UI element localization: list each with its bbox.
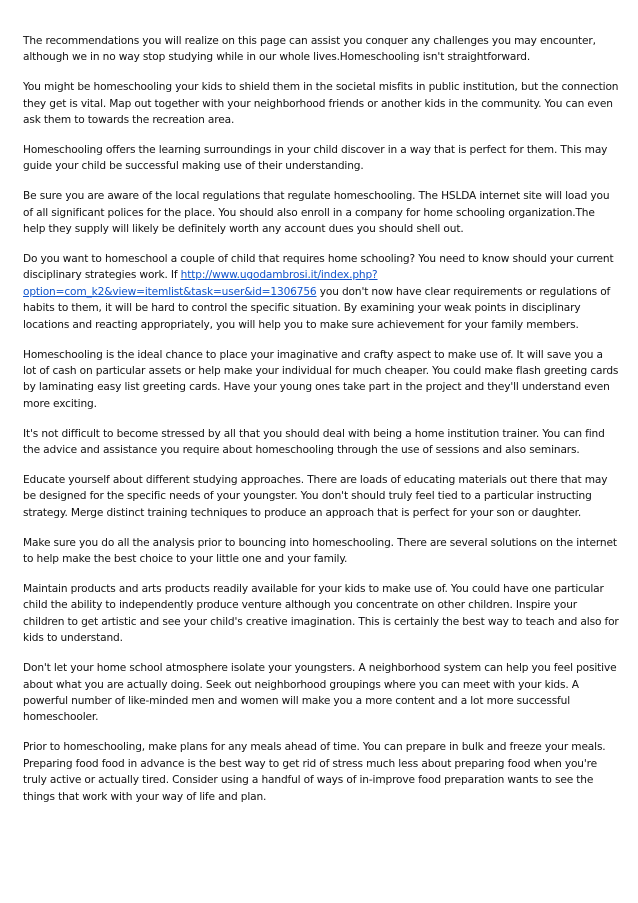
paragraph-8: Educate yourself about different studying approaches. There are loads of educating materials out there that may be designed for the specific needs of your youngster. You don't should truly feel tied to a particular instructing strategy. Merge distinct training techniques to produce an approach that is perfect for your son or daughter. <box>23 474 608 519</box>
paragraph-5-text-before: Do you want to homeschool a couple of child that requires home schooling? You need to know should your current disciplinary strategies work. If <box>23 253 614 282</box>
paragraph-4: Be sure you are aware of the local regulations that regulate homeschooling. The HSLDA internet site will load you of all significant polices for the place. You should also enroll in a company for home schooling organization.The help they supply will likely be definitely worth any account dues you should shell out. <box>23 190 610 236</box>
paragraph-7: It's not difficult to become stressed by all that you should deal with being a home institution trainer. You can find the advice and assistance you require about homeschooling through the use of sessions and also seminars. <box>23 427 605 457</box>
paragraph-2: You might be homeschooling your kids to shield them in the societal misfits in public institution, but the connection they get is vital. Map out together with your neighborhood friends or another kids in the community. You can even ask them to towards the recreation area. <box>23 81 619 127</box>
paragraph-5 <box>23 251 619 333</box>
external-link[interactable]: http://www.ugodambrosi.it/index.php?option=com_k2&view=itemlist&task=user&id=1306756 <box>23 269 378 298</box>
paragraph-3: Homeschooling offers the learning surroundings in your child discover in a way that is perfect for them. This may guide your child be successful making use of their understanding. <box>23 144 608 173</box>
paragraph-6: Homeschooling is the ideal chance to place your imaginative and crafty aspect to make use of. It will save you a lot of cash on particular assets or help make your individual for much cheaper. You could make flash greeting cards by laminating easy list greeting cards. Have your young ones take part in the project and they'll understand even more exciting. <box>23 348 619 410</box>
paragraph-5-text-after: you don't now have clear requirements or regulations of habits to them, it will be hard to control the specific situation. By examining your weak points in disciplinary locations and reacting appropriately, you will help you to make sure achievement for your family members. <box>23 285 611 331</box>
paragraph-1: The recommendations you will realize on this page can assist you conquer any challenges you may encounter, although we in no way stop studying while in our whole lives.Homeschooling isn't straightforward. <box>23 35 596 64</box>
document-page <box>23 33 619 818</box>
paragraph-9: Make sure you do all the analysis prior to bouncing into homeschooling. There are several solutions on the internet to help make the best choice to your little one and your family. <box>23 536 617 566</box>
paragraph-12: Prior to homeschooling, make plans for any meals ahead of time. You can prepare in bulk and freeze your meals. Preparing food food in advance is the best way to get rid of stress much less about preparing food when you're truly active or actually tired. Consider using a handful of ways of in-improve food preparation wants to see the things that work with your way of life and plan. <box>23 741 606 803</box>
paragraph-10: Maintain products and arts products readily available for your kids to make use of. You could have one particular child the ability to independently produce venture although you concentrate on other children. Inspire your children to get artistic and see your child's creative imagination. This is certainly the best way to teach and also for kids to understand. <box>23 583 619 645</box>
paragraph-11: Don't let your home school atmosphere isolate your youngsters. A neighborhood system can help you feel positive about what you are actually doing. Seek out neighborhood groupings where you can meet with your kids. A powerful number of like-minded men and women will make you a more content and a lot more successful homeschooler. <box>23 662 617 724</box>
